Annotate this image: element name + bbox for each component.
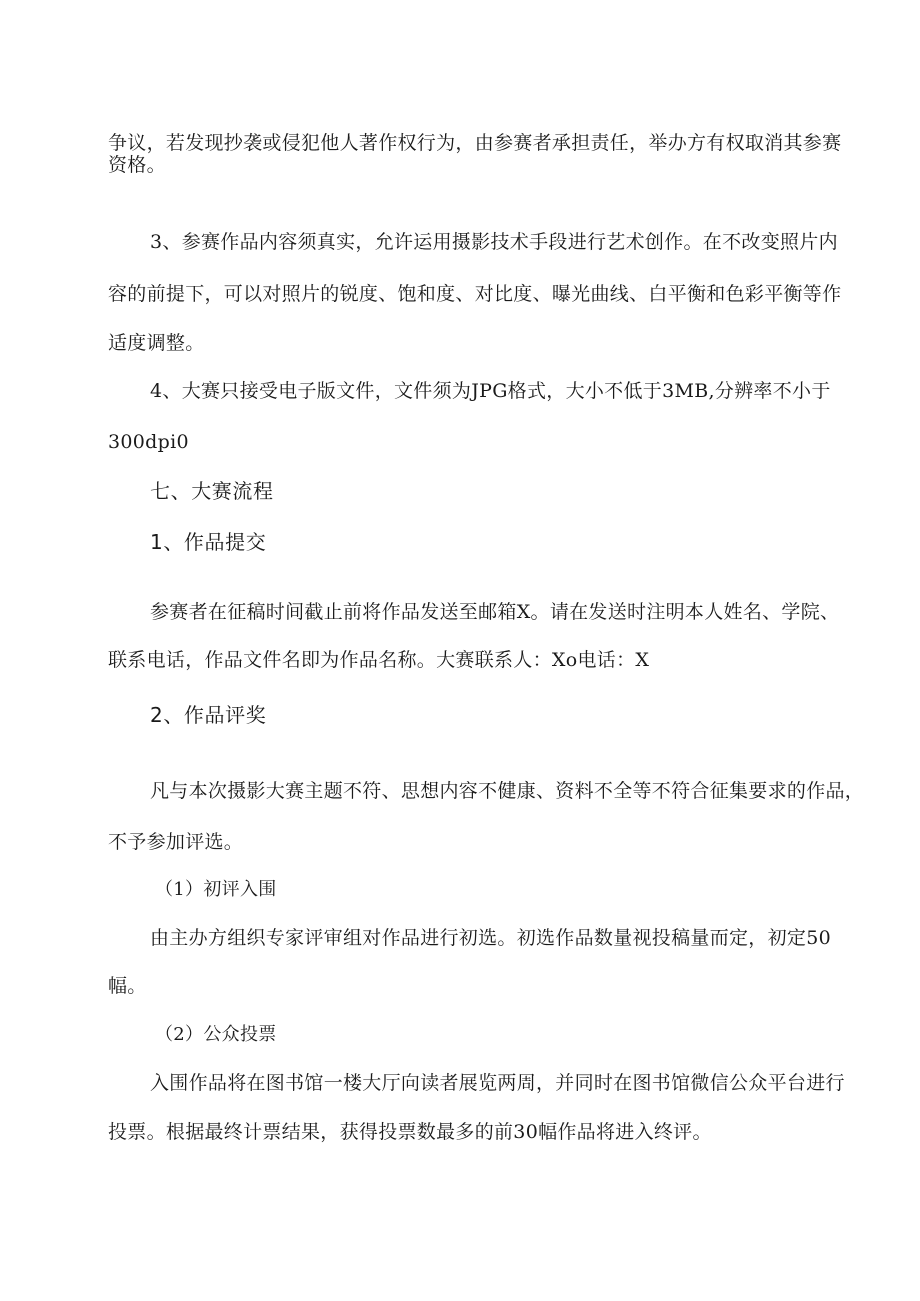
paragraph-line: 参赛者在征稿时间截止前将作品发送至邮箱X。请在发送时注明本人姓名、学院、 [150, 601, 840, 623]
paragraph-line: 入围作品将在图书馆一楼大厅向读者展览两周，并同时在图书馆微信公众平台进行 [150, 1072, 845, 1094]
paragraph-line: 凡与本次摄影大赛主题不符、思想内容不健康、资料不全等不符合征集要求的作品， [150, 780, 865, 802]
item-heading: （2）公众投票 [155, 1024, 277, 1045]
paragraph-line: 幅。 [108, 975, 147, 997]
paragraph-line: 资格。 [108, 154, 166, 176]
paragraph-line: 4、大赛只接受电子版文件，文件须为JPG格式，大小不低于3MB,分辨率不小于 [150, 380, 831, 402]
paragraph-line: 争议，若发现抄袭或侵犯他人著作权行为，由参赛者承担责任，举办方有权取消其参赛 [108, 132, 842, 154]
paragraph-line: 联系电话，作品文件名即为作品名称。大赛联系人：Xo电话：X [108, 649, 650, 671]
paragraph-line: 300dpi0 [108, 431, 189, 453]
paragraph-line: 适度调整。 [108, 332, 205, 354]
paragraph-line: 由主办方组织专家评审组对作品进行初选。初选作品数量视投稿量而定，初定50 [150, 927, 831, 949]
paragraph-line: 3、参赛作品内容须真实，允许运用摄影技术手段进行艺术创作。在不改变照片内 [150, 231, 838, 253]
subsection-heading: 2、作品评奖 [150, 703, 267, 727]
paragraph-line: 不予参加评选。 [108, 831, 244, 853]
section-heading: 七、大赛流程 [150, 479, 274, 503]
item-heading: （1）初评入围 [155, 879, 277, 900]
subsection-heading: 1、作品提交 [150, 530, 267, 554]
paragraph-line: 容的前提下，可以对照片的锐度、饱和度、对比度、曝光曲线、白平衡和色彩平衡等作 [108, 283, 842, 305]
paragraph-line: 投票。根据最终计票结果，获得投票数最多的前30幅作品将进入终评。 [108, 1121, 712, 1143]
